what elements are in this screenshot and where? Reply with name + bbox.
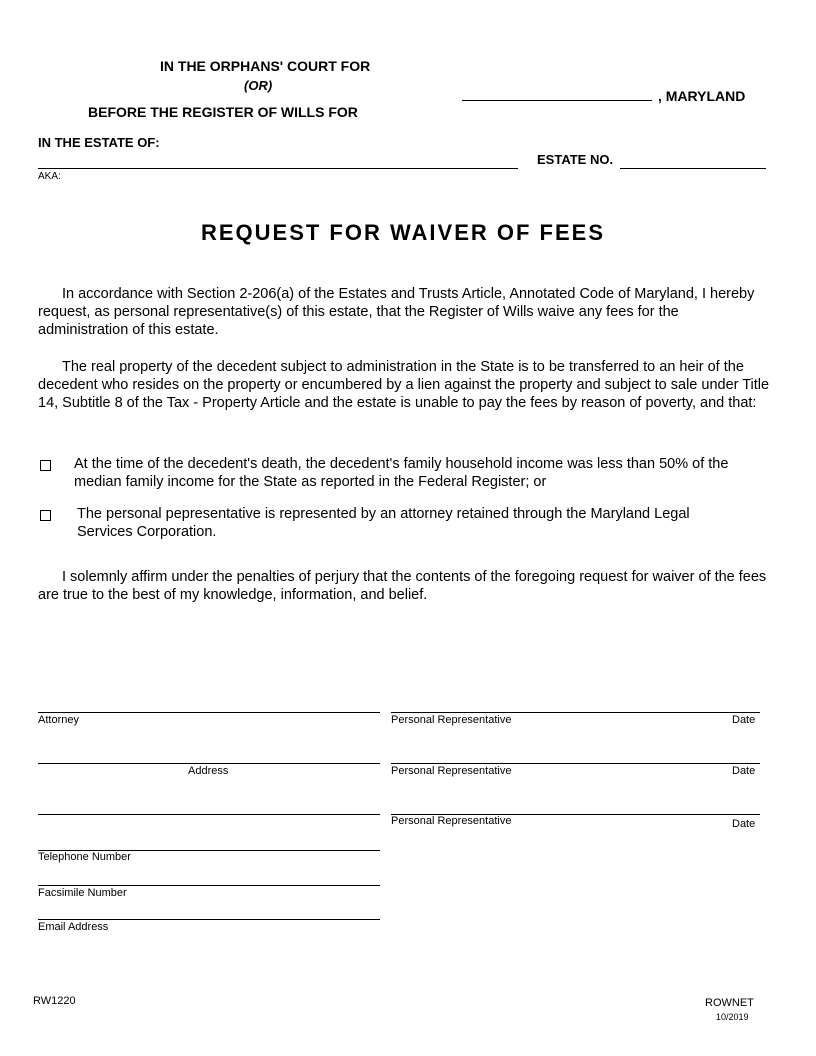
date-label-1: Date <box>732 714 756 726</box>
personal-rep-label-1: Personal Representative <box>391 714 512 726</box>
legal-services-checkbox[interactable] <box>40 510 51 521</box>
address-label: Address <box>188 765 229 777</box>
date-label-3: Date <box>732 818 756 830</box>
date-label-2: Date <box>732 765 756 777</box>
email-line[interactable] <box>38 919 380 920</box>
paragraph-property: The real property of the decedent subject to administration in the State is to be transferred to an heir of the decedent who resides on the property or encumbered by a lien against the property and subject to sale under Title 14, Subtitle 8 of the Tax - Property Article and the estate is unable to pay the fees by reason of poverty, and that: <box>38 359 770 411</box>
estate-no-field-line[interactable] <box>620 168 766 169</box>
estate-name-field-line[interactable] <box>38 168 518 169</box>
court-heading: IN THE ORPHANS' COURT FOR <box>160 58 371 74</box>
maryland-label: , MARYLAND <box>658 88 746 104</box>
personal-rep-signature-line-1[interactable] <box>391 712 760 713</box>
form-code: RW1220 <box>33 995 76 1007</box>
personal-rep-signature-line-2[interactable] <box>391 763 760 764</box>
income-checkbox[interactable] <box>40 460 51 471</box>
paragraph-affirmation: I solemnly affirm under the penalties of perjury that the contents of the foregoing request for waiver of the fees are true to the best of my knowledge, information, and belief. <box>38 569 767 603</box>
register-heading: BEFORE THE REGISTER OF WILLS FOR <box>88 104 358 120</box>
revision-date: 10/2019 <box>716 1012 749 1022</box>
facsimile-label: Facsimile Number <box>38 887 127 899</box>
page-title: REQUEST FOR WAIVER OF FEES <box>200 220 606 245</box>
address-line-1[interactable] <box>38 763 380 764</box>
system-label: ROWNET <box>705 997 754 1009</box>
income-option-text: At the time of the decedent's death, the decedent's family household income was less than 50% of the median family income for the State as reported in the Federal Register; or <box>74 456 729 490</box>
personal-rep-label-2: Personal Representative <box>391 765 512 777</box>
estate-of-label: IN THE ESTATE OF: <box>38 135 160 150</box>
telephone-label: Telephone Number <box>38 851 131 863</box>
email-label: Email Address <box>38 921 109 933</box>
legal-services-option-text: The personal pepresentative is represented by an attorney retained through the Maryland Legal Services Corporation. <box>77 506 690 540</box>
attorney-signature-line[interactable] <box>38 712 380 713</box>
facsimile-line[interactable] <box>38 885 380 886</box>
or-label: (OR) <box>244 78 273 93</box>
county-field-line[interactable] <box>462 100 652 101</box>
attorney-label: Attorney <box>38 714 79 726</box>
paragraph-request: In accordance with Section 2-206(a) of the Estates and Trusts Article, Annotated Code of Maryland, I hereby request, as personal representative(s) of this estate, that the Register of Wills waive any fees for the administration of this estate. <box>38 286 755 338</box>
estate-no-label: ESTATE NO. <box>537 152 614 167</box>
aka-label: AKA: <box>38 171 61 182</box>
address-line-2[interactable] <box>38 814 380 815</box>
personal-rep-label-3: Personal Representative <box>391 815 512 827</box>
